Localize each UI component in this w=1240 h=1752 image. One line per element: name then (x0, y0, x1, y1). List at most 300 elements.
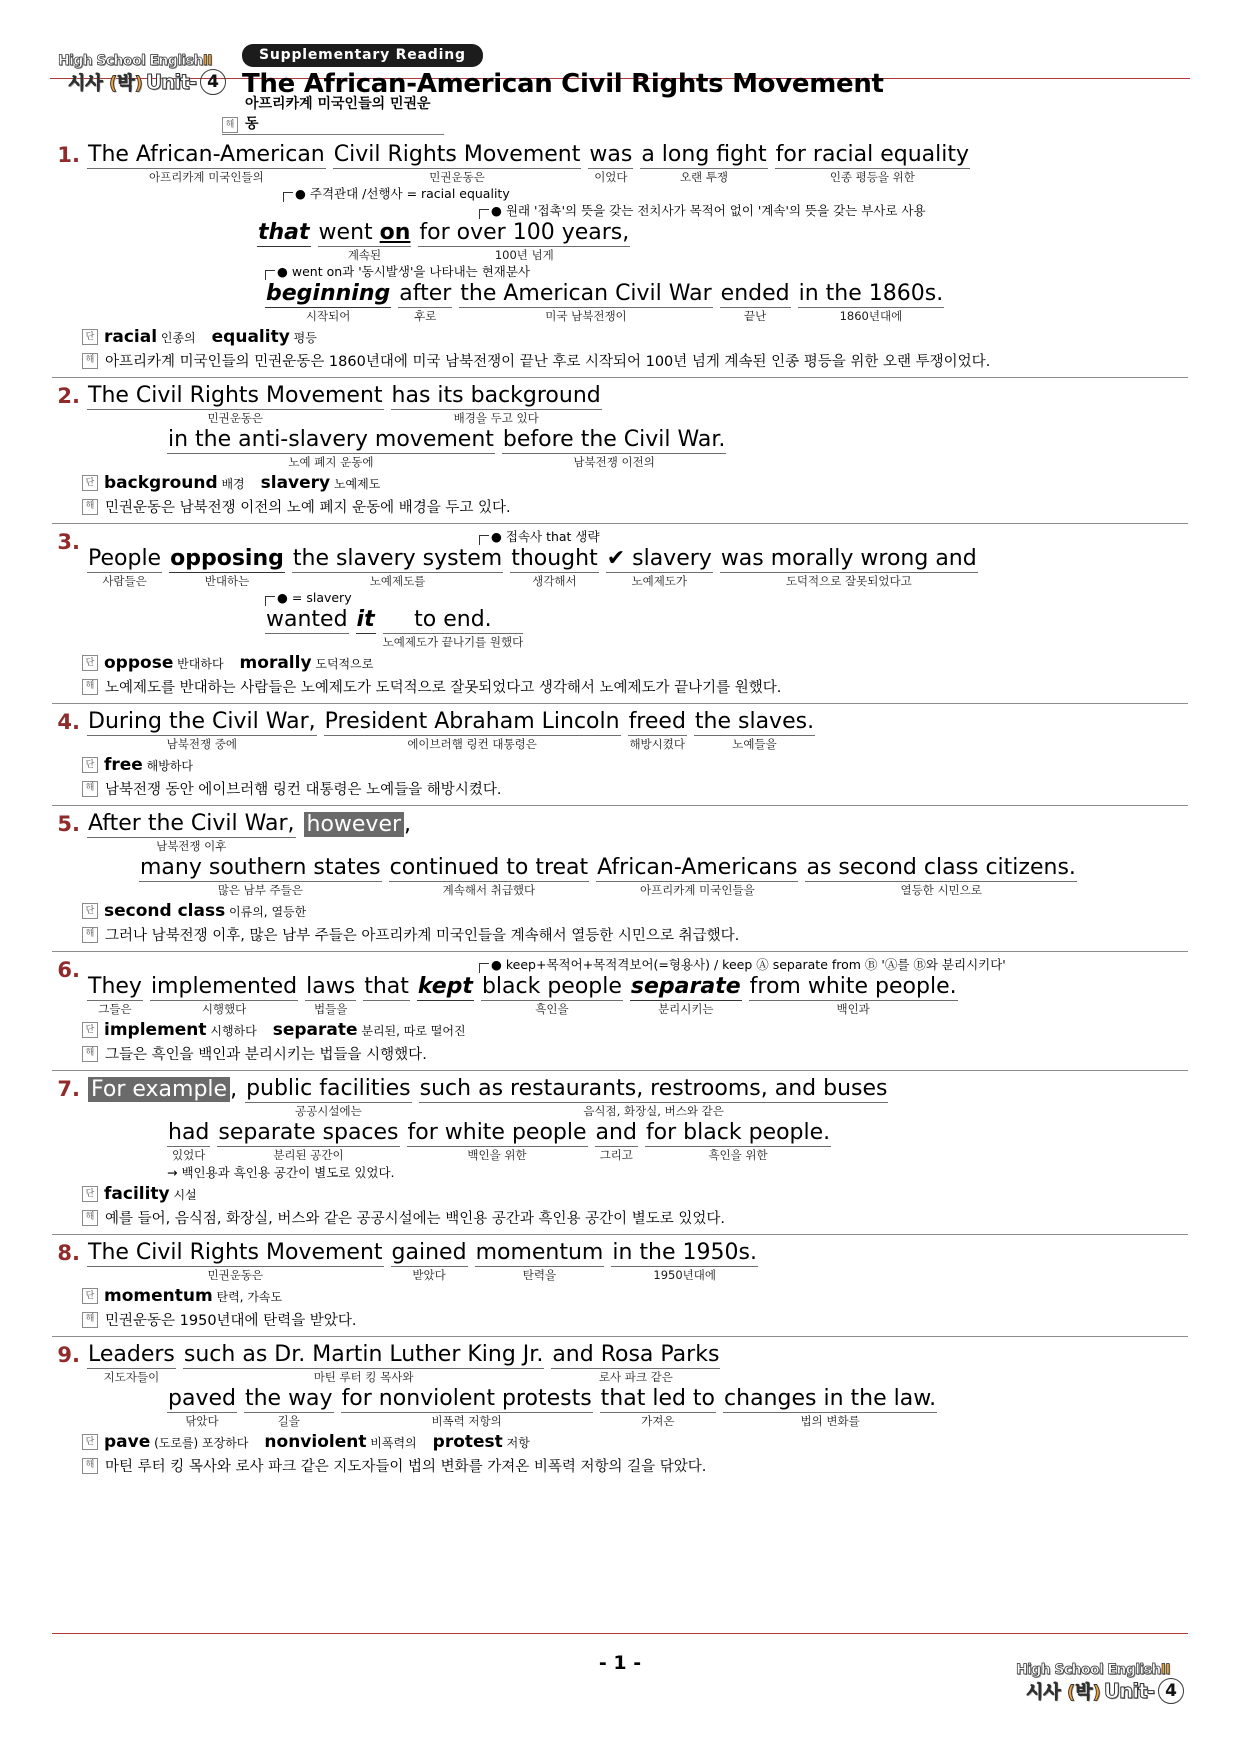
translation-marker-icon: 해 (82, 1312, 98, 1328)
sentence-chunk (167, 1119, 210, 1163)
translation-row (82, 778, 1188, 799)
translation-row (82, 496, 1188, 517)
sentence-list (52, 141, 1188, 1482)
sentence-row (52, 528, 1188, 650)
vocabulary-meaning: 탄력, 가속도 (212, 1290, 283, 1304)
footer-logo-roman: II (1160, 1662, 1170, 1678)
chunk-english: after (399, 281, 452, 306)
chunk-english: a long fight (641, 142, 767, 167)
chunk-english: such as restaurants, restrooms, and buses (419, 1076, 888, 1101)
grammar-note-text: ● keep+목적어+목적격보어(=형용사) / keep Ⓐ separate from Ⓑ 'Ⓐ를 Ⓑ와 분리시키다' (491, 957, 1006, 972)
vocabulary-row (82, 1184, 1188, 1204)
translation-row (82, 1309, 1188, 1330)
translation-marker-icon: 해 (222, 117, 238, 133)
sentence-chunk (391, 382, 602, 426)
translation-marker-icon: 해 (82, 353, 98, 369)
sentence-chunk (265, 280, 391, 324)
chunk-english: implemented (150, 974, 298, 999)
chunk-korean-gloss: 받았다 (412, 1268, 446, 1282)
vocabulary-entry (264, 1432, 416, 1452)
chunk-english: separate (630, 974, 741, 999)
sentence-chunk (183, 1341, 544, 1385)
sentence-item (52, 523, 1188, 703)
chunk-english: that (364, 974, 409, 999)
page-number: - 1 - (598, 1652, 642, 1674)
logo-publisher: 시사 (박) (68, 73, 143, 94)
chunk-korean-gloss: 계속된 (347, 248, 382, 262)
sentence-item (52, 951, 1188, 1070)
translation-text: 남북전쟁 동안 에이브러햄 링컨 대통령은 노예들을 해방시켰다. (105, 782, 502, 798)
chunk-english: it (356, 607, 375, 632)
vocabulary-word: nonviolent (264, 1432, 367, 1452)
vocabulary-entry (104, 1432, 248, 1452)
sentence-chunk (606, 545, 713, 589)
sentence-chunk (481, 973, 623, 1017)
course-logo (50, 53, 222, 99)
translation-row (82, 924, 1188, 945)
chunk-english: opposing (170, 546, 284, 571)
chunk-korean-gloss: 로사 파크 같은 (598, 1370, 673, 1384)
vocabulary-entry (104, 327, 196, 347)
worksheet-content (0, 79, 1240, 1482)
chunk-korean-gloss: 배경을 두고 있다 (453, 411, 539, 425)
chunk-korean-gloss: 반대하는 (204, 574, 250, 588)
chunk-english: in the 1860s. (798, 281, 944, 306)
sentence-item (52, 1070, 1188, 1234)
english-line (87, 545, 1188, 589)
english-line (87, 1239, 1188, 1283)
chunk-korean-gloss: 탄력을 (522, 1268, 557, 1282)
chunk-korean-gloss: 시작되어 (305, 309, 351, 323)
sentence-chunk (87, 1239, 384, 1283)
vocabulary-marker-icon: 단 (82, 903, 98, 919)
chunk-korean-gloss: 분리시키는 (658, 1002, 714, 1016)
grammar-note-text: ● 접속사 that 생략 (491, 529, 600, 544)
chunk-english: that led to (600, 1386, 716, 1411)
grammar-note-text: ● went on과 '동시발생'을 나타내는 현재분사 (277, 264, 531, 279)
chunk-korean-gloss: 닦았다 (185, 1414, 219, 1428)
translation-marker-icon: 해 (82, 1458, 98, 1474)
vocabulary-meaning: 배경 (217, 477, 245, 491)
footer-logo-title (1016, 1662, 1170, 1678)
vocabulary-marker-icon: 단 (82, 1186, 98, 1202)
chunk-korean-gloss: 사람들은 (102, 574, 147, 588)
sentence-number: 7. (57, 1077, 80, 1101)
sentence-chunk (720, 545, 978, 589)
sentence-item (52, 1336, 1188, 1482)
translation-marker-icon: 해 (82, 1210, 98, 1226)
sentence-chunk (356, 606, 376, 650)
sentence-chunk (324, 708, 621, 752)
chunk-english: for nonviolent protests (341, 1386, 592, 1411)
sentence-body (87, 141, 1188, 324)
sentence-body (87, 1075, 1188, 1181)
chunk-english: the way (244, 1386, 333, 1411)
sentence-chunk (418, 219, 630, 263)
chunk-emphasis: on (379, 220, 411, 245)
sentence-body (87, 1341, 1188, 1429)
grammar-note (87, 263, 1188, 280)
vocabulary-marker-icon: 단 (82, 475, 98, 491)
chunk-english: that (258, 220, 310, 245)
chunk-english: went on (318, 220, 411, 245)
chunk-english: continued to treat (389, 855, 589, 880)
chunk-english: to end. (383, 606, 524, 634)
sentence-chunk (640, 141, 767, 185)
chunk-english: People (88, 546, 162, 571)
chunk-korean-gloss: 흑인을 (535, 1002, 569, 1016)
note-hook-icon (479, 209, 489, 219)
vocabulary-word: protest (432, 1432, 503, 1452)
sentence-chunk (419, 1075, 889, 1119)
translation-marker-icon: 해 (82, 1046, 98, 1062)
chunk-english: had (168, 1120, 210, 1145)
vocabulary-marker-icon: 단 (82, 757, 98, 773)
vocabulary-marker-icon: 단 (82, 1288, 98, 1304)
footer-logo-unit-number: 4 (1158, 1678, 1184, 1704)
translation-marker-icon: 해 (82, 927, 98, 943)
sentence-row (52, 1075, 1188, 1181)
sentence-chunk (87, 382, 384, 426)
chunk-korean-gloss: 그리고 (599, 1148, 633, 1162)
chunk-korean-gloss: 1950년대에 (653, 1268, 716, 1282)
chunk-korean-gloss: 마틴 루터 킹 목사와 (313, 1370, 414, 1384)
vocabulary-word: racial (104, 327, 158, 347)
grammar-note (87, 589, 1188, 606)
sentence-chunk (87, 810, 296, 854)
sentence-row (52, 382, 1188, 470)
footer-divider (52, 1633, 1188, 1634)
translation-text: 아프리카계 미국인들의 민권운동은 1860년대에 미국 남북전쟁이 끝난 후로 시작되어 100년 넘게 계속된 인종 평등을 위한 오랜 투쟁이었다. (105, 354, 991, 370)
translation-text: 예를 들어, 음식점, 화장실, 버스와 같은 공공시설에는 백인용 공간과 흑인용 공간이 별도로 있었다. (105, 1211, 726, 1227)
logo-unit-line (68, 69, 226, 95)
logo-unit-label: Unit- (145, 70, 197, 94)
chunk-english: ✔ slavery (606, 546, 712, 571)
english-line (87, 1119, 1188, 1163)
chunk-english: After the Civil War, (88, 811, 295, 836)
sentence-number: 6. (57, 958, 80, 982)
sentence-number: 8. (57, 1241, 80, 1265)
note-hook-icon (265, 596, 275, 606)
sentence-chunk (305, 973, 356, 1017)
grammar-note (87, 956, 1188, 973)
sentence-chunk (383, 606, 524, 650)
chunk-korean-gloss: 공공시설에는 (295, 1104, 362, 1118)
chunk-korean-gloss: 있었다 (172, 1148, 206, 1162)
chunk-korean-gloss: 100년 넘게 (494, 248, 554, 262)
sentence-chunk (611, 1239, 758, 1283)
sentence-chunk (87, 708, 317, 752)
chunk-korean-gloss: 가져온 (641, 1414, 675, 1428)
chunk-english: the slavery system (292, 546, 503, 571)
chunk-korean-gloss: 해방시켰다 (629, 737, 685, 751)
english-line (87, 426, 1188, 470)
chunk-english: for black people. (645, 1120, 831, 1145)
sentence-chunk (150, 973, 298, 1017)
sentence-chunk (245, 1075, 412, 1119)
footer-logo-unit-label: Unit- (1103, 1679, 1155, 1703)
sentence-chunk (588, 141, 633, 185)
sentence-chunk (510, 545, 599, 589)
sentence-number: 4. (57, 710, 80, 734)
sentence-chunk (723, 1385, 937, 1429)
translation-marker-icon: 해 (82, 499, 98, 515)
english-line (87, 854, 1188, 898)
english-line (87, 1341, 1188, 1385)
english-line (87, 382, 1188, 426)
translation-row (82, 350, 1188, 371)
sentence-body (87, 956, 1188, 1017)
sentence-chunk (318, 219, 412, 263)
chunk-english: many southern states (140, 855, 381, 880)
chunk-english: thought (511, 546, 598, 571)
chunk-korean-gloss: 많은 남부 주들은 (217, 883, 303, 897)
sentence-chunk (391, 1239, 468, 1283)
sentence-chunk (628, 708, 687, 752)
english-line (87, 606, 1188, 650)
chunk-korean-gloss: 민권운동은 (429, 170, 485, 184)
footer-logo (1008, 1662, 1184, 1708)
vocabulary-entry (104, 1184, 197, 1204)
vocabulary-meaning: 반대하다 (173, 657, 224, 671)
vocabulary-meaning: 평등 (289, 331, 317, 345)
translation-text: 노예제도를 반대하는 사람들은 노예제도가 도덕적으로 잘못되었다고 생각해서 노예제도가 끝나기를 원했다. (105, 680, 782, 696)
english-line (87, 141, 1188, 185)
chunk-korean-gloss: 오랜 투쟁 (679, 170, 729, 184)
vocabulary-entry (104, 755, 193, 775)
english-line (87, 219, 1188, 263)
chunk-english: They (88, 974, 142, 999)
note-hook-icon (479, 963, 489, 973)
chunk-korean-gloss: 백인을 위한 (467, 1148, 527, 1162)
english-line (87, 708, 1188, 752)
sentence-body (87, 708, 1188, 752)
chunk-english: has its background (391, 383, 601, 408)
sentence-chunk (720, 280, 791, 324)
sentence-chunk (775, 141, 970, 185)
english-line (87, 1075, 1188, 1119)
sentence-chunk (551, 1341, 720, 1385)
logo-title-text: High School English (58, 53, 203, 69)
chunk-korean-gloss: 법의 변화를 (800, 1414, 860, 1428)
chunk-english: before the Civil War. (502, 427, 726, 452)
grammar-note (87, 185, 1188, 202)
sentence-chunk (805, 854, 1076, 898)
vocabulary-word: oppose (104, 653, 174, 673)
sentence-number: 3. (57, 530, 80, 554)
chunk-korean-gloss: 끝난 (744, 309, 767, 323)
english-line (87, 810, 1188, 854)
chunk-korean-gloss: 노예 폐지 운동에 (288, 455, 374, 469)
chunk-english: was morally wrong and (720, 546, 977, 571)
vocabulary-marker-icon: 단 (82, 1022, 98, 1038)
chunk-korean-gloss: 노예들을 (732, 737, 777, 751)
sentence-body (87, 810, 1188, 898)
sentence-chunk (169, 545, 285, 589)
page-header (0, 0, 1240, 99)
vocabulary-word: slavery (260, 473, 331, 493)
sentence-chunk (87, 973, 143, 1017)
highlighted-connector: For example (88, 1077, 230, 1102)
translation-text: 그들은 흑인을 백인과 분리시키는 법들을 시행했다. (105, 1047, 427, 1063)
chunk-english: changes in the law. (724, 1386, 937, 1411)
chunk-english: beginning (266, 281, 391, 306)
page-title: The African-American Civil Rights Movement (242, 69, 884, 99)
sentence-chunk (398, 280, 452, 324)
sentence-chunk (257, 219, 311, 263)
english-line (87, 280, 1188, 324)
sentence-chunk (645, 1119, 831, 1163)
sentence-row (52, 1341, 1188, 1429)
sentence-body (87, 382, 1188, 470)
vocabulary-marker-icon: 단 (82, 329, 98, 345)
sentence-chunk (167, 426, 495, 470)
translation-text: 민권운동은 1950년대에 탄력을 받았다. (105, 1313, 357, 1329)
sentence-chunk (600, 1385, 716, 1429)
vocabulary-marker-icon: 단 (82, 1434, 98, 1450)
chunk-english: public facilities (246, 1076, 411, 1101)
footer-logo-title-text: High School English (1016, 1662, 1161, 1678)
chunk-korean-gloss: 계속해서 취급했다 (442, 883, 536, 897)
sentence-number: 1. (57, 143, 80, 167)
chunk-korean-gloss: 백인과 (836, 1002, 870, 1016)
sentence-number: 5. (57, 812, 80, 836)
supplementary-reading-badge: Supplementary Reading (242, 44, 483, 67)
chunk-english: The Civil Rights Movement (88, 1240, 383, 1265)
vocabulary-row (82, 755, 1188, 775)
sentence-item (52, 377, 1188, 523)
sentence-chunk (459, 280, 712, 324)
sentence-row (52, 141, 1188, 324)
chunk-korean-gloss: 에이브러햄 링컨 대통령은 (407, 737, 537, 751)
vocabulary-entry (261, 473, 381, 493)
chunk-korean-gloss: 남북전쟁 이후 (156, 839, 227, 853)
chunk-korean-gloss: 음식점, 화장실, 버스와 같은 (583, 1104, 724, 1118)
grammar-note-text: ● = slavery (277, 590, 352, 605)
vocabulary-row (82, 1286, 1188, 1306)
sentence-chunk (167, 1385, 237, 1429)
sentence-chunk (265, 606, 349, 650)
vocabulary-entry (104, 901, 306, 921)
grammar-note-text: ● 주격관대 /선행사 = racial equality (295, 186, 510, 201)
translation-row (82, 1207, 1188, 1228)
vocabulary-word: implement (104, 1020, 207, 1040)
vocabulary-meaning: 노예제도 (330, 477, 381, 491)
chunk-korean-gloss: 도덕적으로 잘못되었다고 (785, 574, 912, 588)
vocabulary-row (82, 473, 1188, 493)
sentence-item (52, 141, 1188, 377)
sentence-chunk (417, 973, 474, 1017)
vocabulary-word: separate (272, 1020, 358, 1040)
sentence-chunk (87, 1341, 176, 1385)
translation-row (82, 676, 1188, 697)
chunk-english: Civil Rights Movement (333, 142, 581, 167)
vocabulary-meaning: 이류의, 열등한 (225, 905, 307, 919)
sentence-row (52, 956, 1188, 1017)
chunk-korean-gloss: 노예제도가 (631, 574, 688, 588)
translation-text: 그러나 남북전쟁 이후, 많은 남부 주들은 아프리카계 미국인들을 계속해서 열등한 시민으로 취급했다. (105, 928, 740, 944)
sentence-number: 9. (57, 1343, 80, 1367)
sentence-chunk (87, 545, 162, 589)
vocabulary-row (82, 1020, 1188, 1040)
chunk-korean-gloss: 시행했다 (201, 1002, 247, 1016)
chunk-english: was (589, 142, 633, 167)
vocabulary-entry (104, 653, 224, 673)
vocabulary-row (82, 901, 1188, 921)
note-hook-icon (265, 270, 275, 280)
chunk-english: freed (628, 709, 686, 734)
chunk-english: and Rosa Parks (552, 1342, 720, 1367)
chunk-english: as second class citizens. (806, 855, 1076, 880)
chunk-english: wanted (266, 607, 348, 632)
vocabulary-word: free (104, 755, 143, 775)
sentence-chunk (407, 1119, 588, 1163)
footer-logo-unit-line (1026, 1678, 1184, 1704)
vocabulary-word: equality (211, 327, 290, 347)
grammar-note (87, 528, 1188, 545)
sentence-row (52, 1239, 1188, 1283)
translation-text: 마틴 루터 킹 목사와 로사 파크 같은 지도자들이 법의 변화를 가져온 비폭력 저항의 길을 닦았다. (105, 1459, 707, 1475)
extra-translation-note (87, 1163, 1188, 1181)
chunk-korean-gloss: 생각해서 (532, 574, 577, 588)
chunk-english: The African-American (88, 142, 325, 167)
chunk-english: such as Dr. Martin Luther King Jr. (183, 1342, 544, 1367)
vocabulary-row (82, 1432, 1188, 1452)
note-hook-icon (283, 192, 293, 202)
sentence-chunk (139, 854, 382, 898)
sentence-chunk (217, 1119, 399, 1163)
sentence-chunk (749, 973, 958, 1017)
sentence-chunk (630, 973, 742, 1017)
chunk-english: laws (306, 974, 356, 999)
chunk-korean-gloss: 노예제도를 (369, 574, 426, 588)
sentence-chunk (341, 1385, 593, 1429)
sentence-item (52, 805, 1188, 951)
sentence-chunk (244, 1385, 334, 1429)
vocabulary-entry (273, 1020, 466, 1040)
vocabulary-meaning: (도로를) 포장하다 (150, 1436, 249, 1450)
sentence-chunk (596, 854, 798, 898)
logo-title-line (58, 53, 212, 69)
chunk-korean-gloss: 법들을 (314, 1002, 348, 1016)
chunk-english: Leaders (88, 1342, 175, 1367)
sentence-chunk (292, 545, 503, 589)
vocabulary-entry (212, 327, 317, 347)
vocabulary-entry (104, 1020, 257, 1040)
sentence-body (87, 528, 1188, 650)
sentence-chunk (694, 708, 815, 752)
translation-text: 민권운동은 남북전쟁 이전의 노예 폐지 운동에 배경을 두고 있다. (105, 500, 511, 516)
chunk-korean-gloss: 비폭력 저항의 (431, 1414, 502, 1428)
vocabulary-word: facility (104, 1184, 170, 1204)
translation-marker-icon: 해 (82, 781, 98, 797)
chunk-english: For example , (87, 1076, 238, 1103)
sentence-chunk (798, 280, 945, 324)
vocabulary-marker-icon: 단 (82, 655, 98, 671)
vocabulary-meaning: 시행하다 (206, 1024, 257, 1038)
chunk-english: separate spaces (218, 1120, 399, 1145)
chunk-korean-gloss: 남북전쟁 중에 (166, 737, 237, 751)
logo-roman-numeral: II (202, 53, 212, 69)
vocabulary-meaning: 해방하다 (142, 759, 194, 773)
vocabulary-meaning: 저항 (502, 1436, 530, 1450)
vocabulary-row (82, 653, 1188, 673)
english-line (87, 1385, 1188, 1429)
chunk-korean-gloss: 민권운동은 (207, 1268, 264, 1282)
chunk-english: gained (391, 1240, 467, 1265)
chunk-korean-gloss: 흑인을 위한 (708, 1148, 768, 1162)
translation-row (82, 1455, 1188, 1476)
